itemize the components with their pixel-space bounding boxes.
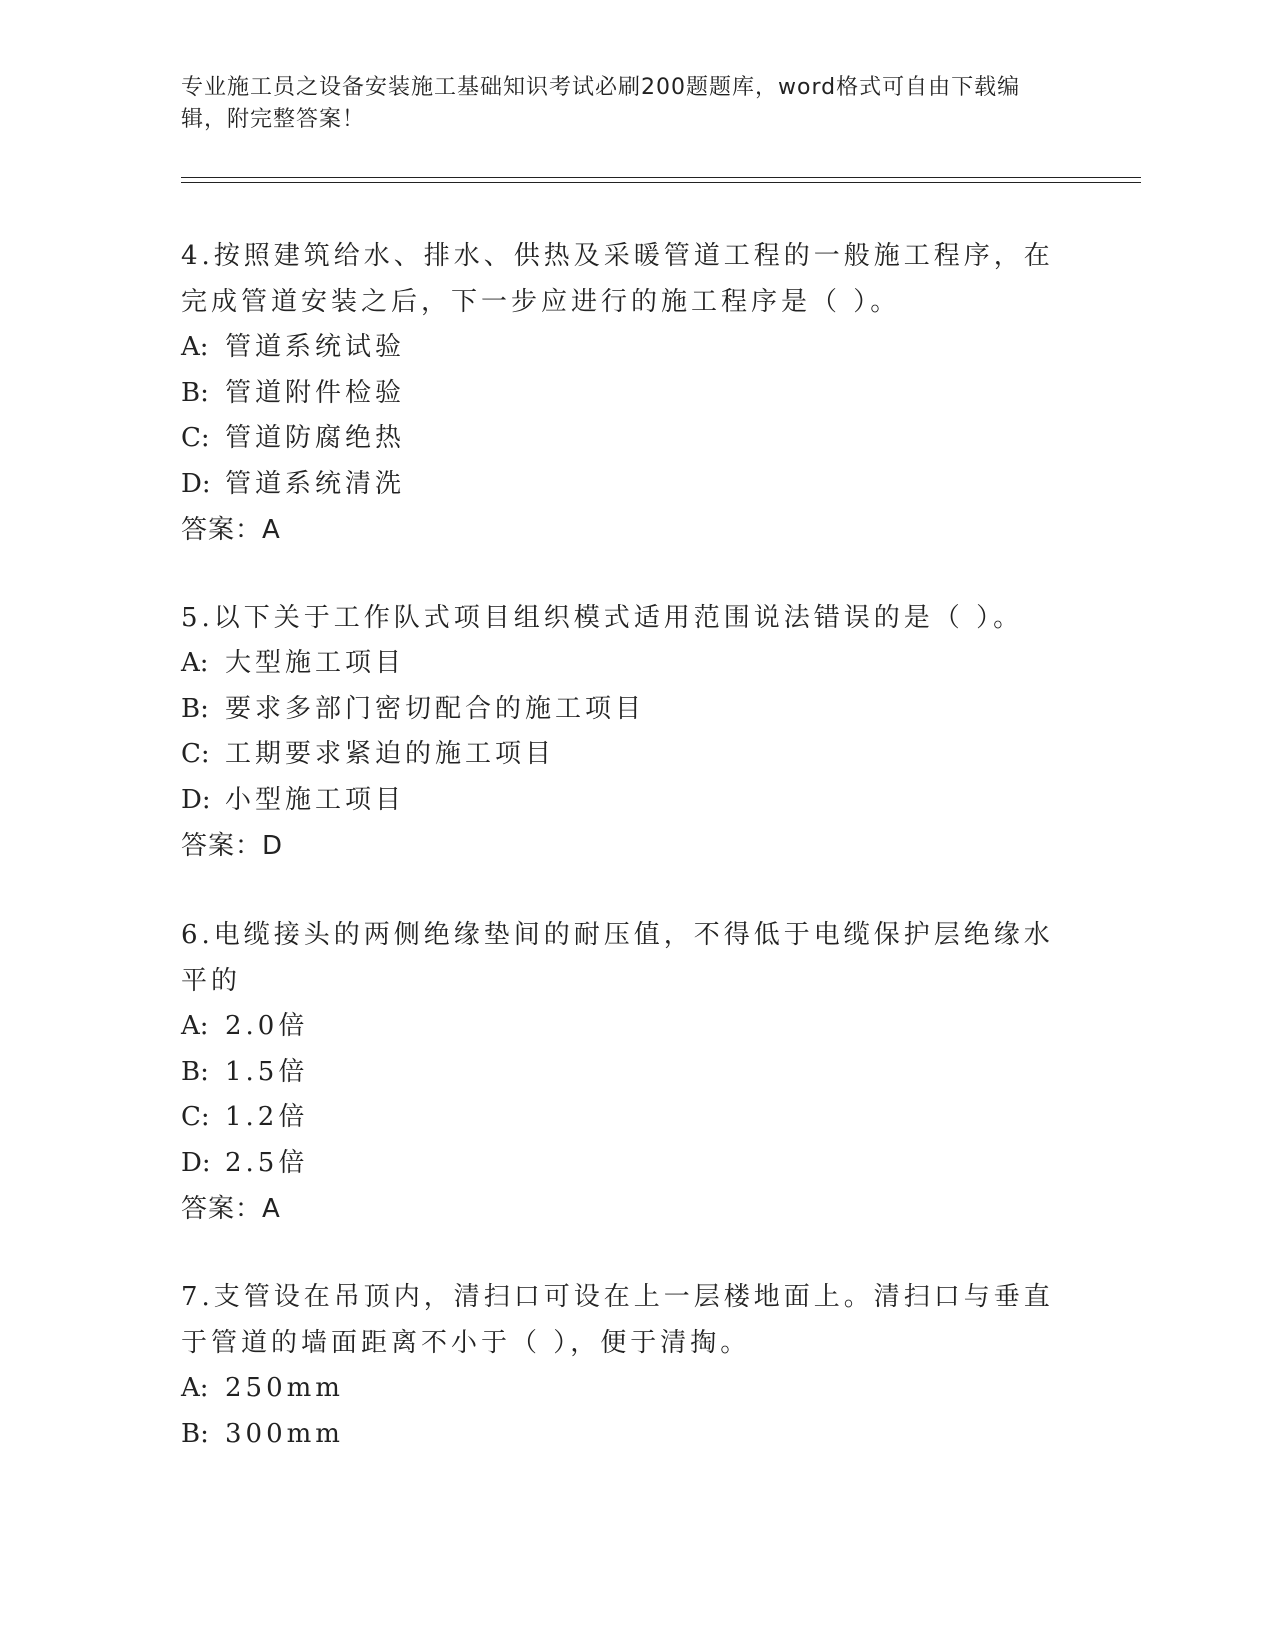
option-key: B: [181, 1056, 209, 1087]
header-divider-top [181, 177, 1141, 178]
option-b [181, 687, 1061, 733]
question-5 [181, 595, 1061, 869]
option-d [181, 462, 1061, 508]
option-b [181, 371, 1061, 417]
option-text: 1.5倍 [225, 1056, 309, 1087]
answer-line: 答案：D [181, 831, 284, 861]
option-key: B: [181, 377, 209, 408]
option-key: A: [181, 1373, 209, 1403]
option-key: A: [181, 648, 209, 678]
option-text: 管道防腐绝热 [225, 423, 406, 453]
option-key: A: [181, 1011, 209, 1041]
option-a [181, 1004, 1061, 1050]
question-stem: 7.支管设在吊顶内，清扫口可设在上一层楼地面上。清扫口与垂直于管道的墙面距离不小于（ ），便于清掏。 [181, 1282, 1054, 1358]
option-text: 工期要求紧迫的施工项目 [225, 739, 556, 769]
option-c [181, 416, 1061, 462]
option-key: D: [181, 1147, 211, 1178]
option-text: 1.2倍 [225, 1102, 309, 1132]
option-text: 管道系统试验 [225, 332, 406, 362]
document-header: 专业施工员之设备安装施工基础知识考试必刷200题题库，word格式可自由下载编辑，附完整答案！ [181, 75, 1021, 132]
option-text: 要求多部门密切配合的施工项目 [225, 693, 646, 724]
option-key: B: [181, 693, 209, 724]
option-key: C: [181, 739, 210, 769]
option-text: 管道系统清洗 [225, 468, 406, 499]
option-a [181, 1366, 1061, 1412]
option-text: 2.5倍 [225, 1147, 309, 1178]
question-6 [181, 912, 1061, 1232]
option-b [181, 1050, 1061, 1096]
option-d [181, 1141, 1061, 1187]
option-text: 小型施工项目 [225, 784, 406, 815]
option-text: 2.0倍 [225, 1011, 309, 1041]
question-stem: 4.按照建筑给水、排水、供热及采暖管道工程的一般施工程序，在完成管道安装之后，下一步应进行的施工程序是（ ）。 [181, 241, 1054, 317]
option-d [181, 778, 1061, 824]
option-key: C: [181, 1102, 210, 1132]
option-key: D: [181, 468, 211, 499]
answer-line: 答案：A [181, 1194, 281, 1224]
option-c [181, 732, 1061, 778]
question-stem: 6.电缆接头的两侧绝缘垫间的耐压值，不得低于电缆保护层绝缘水平的 [181, 920, 1054, 996]
question-4 [181, 233, 1061, 553]
option-b [181, 1412, 1061, 1458]
answer-line: 答案：A [181, 515, 281, 545]
option-c [181, 1095, 1061, 1141]
option-key: A: [181, 332, 209, 362]
option-a [181, 641, 1061, 687]
option-key: D: [181, 784, 211, 815]
question-stem: 5.以下关于工作队式项目组织模式适用范围说法错误的是（ ）。 [181, 603, 1024, 633]
question-7 [181, 1274, 1061, 1457]
option-key: C: [181, 423, 210, 453]
option-text: 大型施工项目 [225, 648, 406, 678]
header-divider-bottom [181, 182, 1141, 183]
option-text: 300mm [225, 1418, 344, 1449]
option-text: 管道附件检验 [225, 377, 406, 408]
option-key: B: [181, 1418, 209, 1449]
option-text: 250mm [225, 1373, 344, 1403]
option-a [181, 325, 1061, 371]
